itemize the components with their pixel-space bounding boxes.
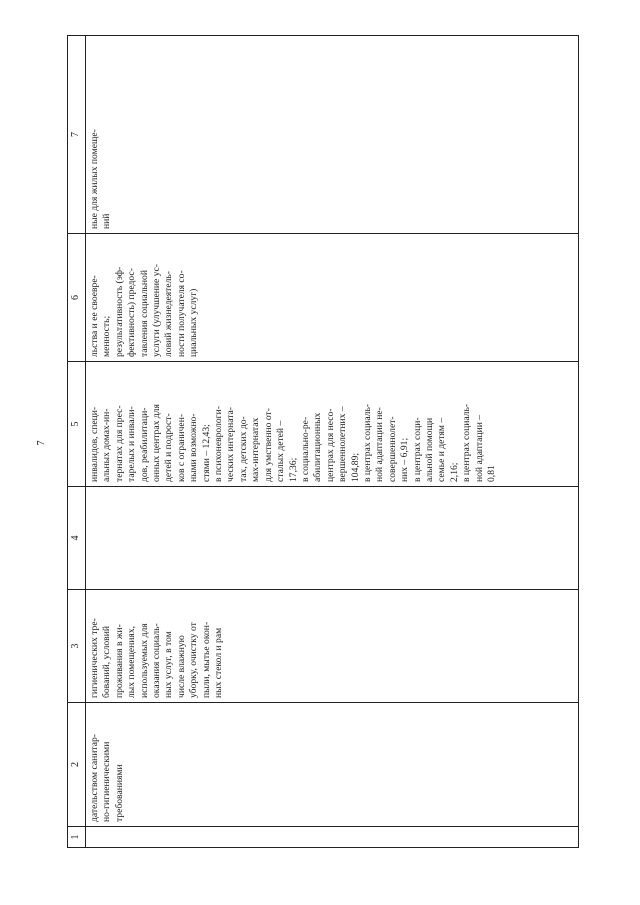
header-cell-1: 1 xyxy=(68,827,86,848)
row-cell-1 xyxy=(86,827,579,848)
table-header-row xyxy=(68,36,86,848)
header-cell-6: 6 xyxy=(68,234,86,362)
table-row xyxy=(86,36,579,848)
rotated-table-frame xyxy=(67,36,586,848)
table-container xyxy=(67,36,586,848)
header-cell-2: 2 xyxy=(68,703,86,827)
header-cell-5: 5 xyxy=(68,362,86,487)
header-cell-3: 3 xyxy=(68,590,86,703)
row-cell-5: инвалидов, специ- альных домах-ин- тернатах для прес- тарелых и инвали- дов, реабилитаци- онных центрах для детей и подрост- ков с ограничен- ными возможно- стями – 12,43; в психоневрологи- ческих интерната- тах, детских до- мах-интернатах для умственно от- сталых детей – 17,36; в социально-ре- абилитационных центрах для несо- вершеннолетних – 104,89; в центрах социаль- ной адаптации не- совершеннолет- них – 6,91; в центрах соци- альной помощи семье и детям – 2,16; в центрах социаль- ной адаптации – 0,81 xyxy=(86,362,579,487)
row-cell-4 xyxy=(86,487,579,590)
row-cell-2: дательством санитар- но-гигиеническими требованиями xyxy=(86,703,579,827)
header-cell-4: 4 xyxy=(68,487,86,590)
services-table xyxy=(67,35,579,848)
row-cell-6: льства и ее своевре- менность; результативность (эф- фективность) предос- тавления социальной услуги (улучшение ус- ловий жизнедеятель- ности получателя со- циальных услуг) xyxy=(86,234,579,362)
page-number: 7 xyxy=(36,440,47,446)
row-cell-7: ные для жилых помеще- ний xyxy=(86,36,579,234)
row-cell-3: гигиенических тре- бований, условий проживания в жи- лых помещениях, используемых для оказания социаль- ных услуг, в том числе влажную уборку, очистку от пыли, мытье окон- ных стекол и рам xyxy=(86,590,579,703)
header-cell-7: 7 xyxy=(68,36,86,234)
